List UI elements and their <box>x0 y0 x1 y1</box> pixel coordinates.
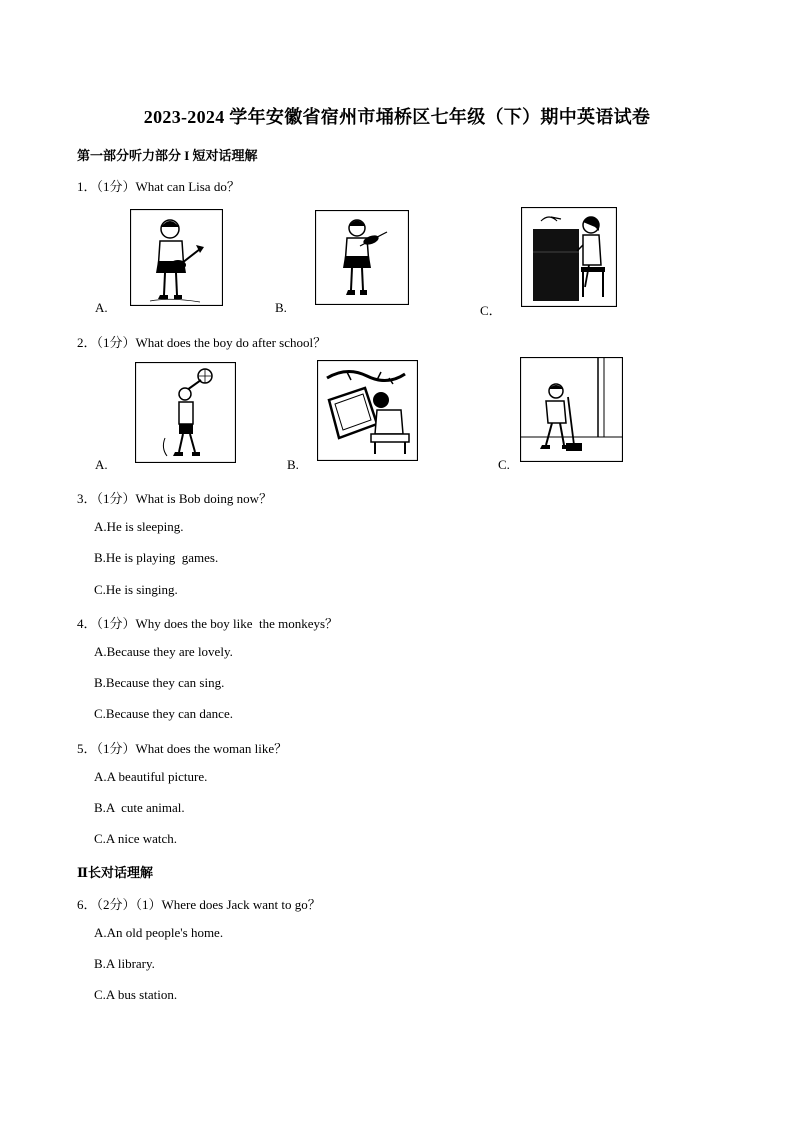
q2-picture-a-basketball <box>135 362 236 463</box>
q4-option-a[interactable]: A.Because they are lovely. <box>94 644 233 659</box>
q5-option-c[interactable]: C.A nice watch. <box>94 831 178 846</box>
page-title: 2023-2024 学年安徽省宿州市埇桥区七年级（下）期中英语试卷 <box>143 107 651 127</box>
q6-option-a[interactable]: A.An old people's home. <box>94 925 224 940</box>
q6-option-b[interactable]: B.A library. <box>94 956 155 971</box>
q4-option-b[interactable]: B.Because they can sing. <box>94 675 225 690</box>
q3-option-b[interactable]: B.He is playing games. <box>94 550 219 565</box>
q2-choice-b[interactable]: B. <box>287 457 299 472</box>
question-6-stem: 6．（2分）（1）Where does Jack want to go？ <box>77 897 321 912</box>
q1-picture-b-violin <box>315 210 409 305</box>
q1-choice-b[interactable]: B. <box>275 300 287 315</box>
q1-picture-a-guitar <box>130 209 223 306</box>
question-2-stem: 2．（1分）What does the boy do after school？ <box>77 335 327 350</box>
question-4-stem: 4．（1分）Why does the boy like the monkeys？ <box>77 616 339 631</box>
q3-option-c[interactable]: C.He is singing. <box>94 582 178 597</box>
q2-picture-b-tv <box>317 360 418 461</box>
question-1-stem: 1．（1分）What can Lisa do？ <box>77 179 240 194</box>
q5-option-b[interactable]: B.A cute animal. <box>94 800 185 815</box>
q1-picture-c-piano <box>521 207 617 307</box>
q2-choice-a[interactable]: A. <box>95 457 108 472</box>
q2-choice-c[interactable]: C. <box>498 457 510 472</box>
q5-option-a[interactable]: A.A beautiful picture. <box>94 769 208 784</box>
q4-option-c[interactable]: C.Because they can dance. <box>94 706 233 721</box>
q1-choice-a[interactable]: A. <box>95 300 108 315</box>
section-heading-short-dialogue: 第一部分听力部分 I 短对话理解 <box>77 148 258 163</box>
section-heading-long-dialogue: Ⅱ长对话理解 <box>77 865 153 880</box>
question-3-stem: 3．（1分）What is Bob doing now？ <box>77 491 272 506</box>
question-5-stem: 5．（1分）What does the woman like？ <box>77 741 288 756</box>
q2-picture-c-sweeping <box>520 357 623 462</box>
q3-option-a[interactable]: A.He is sleeping. <box>94 519 184 534</box>
q6-option-c[interactable]: C.A bus station. <box>94 987 178 1002</box>
q1-choice-c[interactable]: C． <box>480 303 502 318</box>
